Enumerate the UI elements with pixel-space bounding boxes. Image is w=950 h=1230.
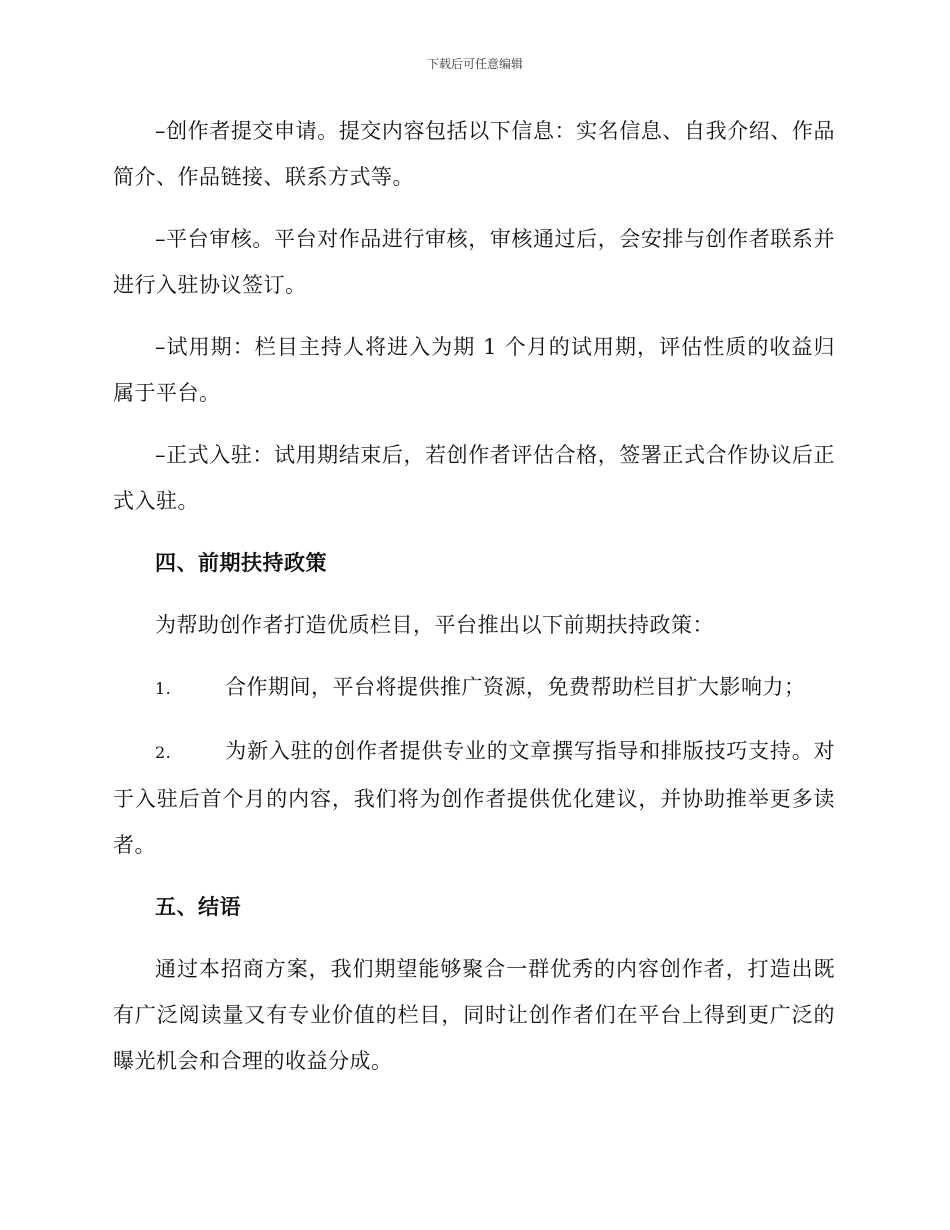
paragraph-trial: –试用期：栏目主持人将进入为期 1 个月的试用期，评估性质的收益归属于平台。 [113,335,835,405]
page-header: 下载后可任意编辑 [426,57,523,71]
paragraph-conclusion: 通过本招商方案，我们期望能够聚合一群优秀的内容创作者，打造出既有广泛阅读量又有专业价值的栏目，同时让创作者们在平台上得到更广泛的曝光机会和合理的收益分成。 [113,957,835,1073]
list-item-text: 合作期间，平台将提供推广资源，免费帮助栏目扩大影响力； [225,675,806,699]
paragraph-formal-entry: –正式入驻：试用期结束后，若创作者评估合格，签署正式合作协议后正式入驻。 [113,443,835,513]
list-number: 1. [155,679,172,698]
paragraph-support-intro: 为帮助创作者打造优质栏目，平台推出以下前期扶持政策： [155,613,714,637]
list-item [113,728,835,868]
document-body [113,108,835,1100]
list-item [113,664,835,712]
section-heading-support: 四、前期扶持政策 [155,550,327,575]
paragraph-application: –创作者提交申请。提交内容包括以下信息：实名信息、自我介绍、作品简介、作品链接、联系方式等。 [113,119,835,189]
list-number: 2. [155,743,172,762]
paragraph-review: –平台审核。平台对作品进行审核，审核通过后，会安排与创作者联系并进行入驻协议签订。 [113,227,835,297]
list-item-text: 为新入驻的创作者提供专业的文章撰写指导和排版技巧支持。对于入驻后首个月的内容，我们将为创作者提供优化建议，并协助推举更多读者。 [113,739,835,857]
section-heading-conclusion: 五、结语 [155,894,241,919]
